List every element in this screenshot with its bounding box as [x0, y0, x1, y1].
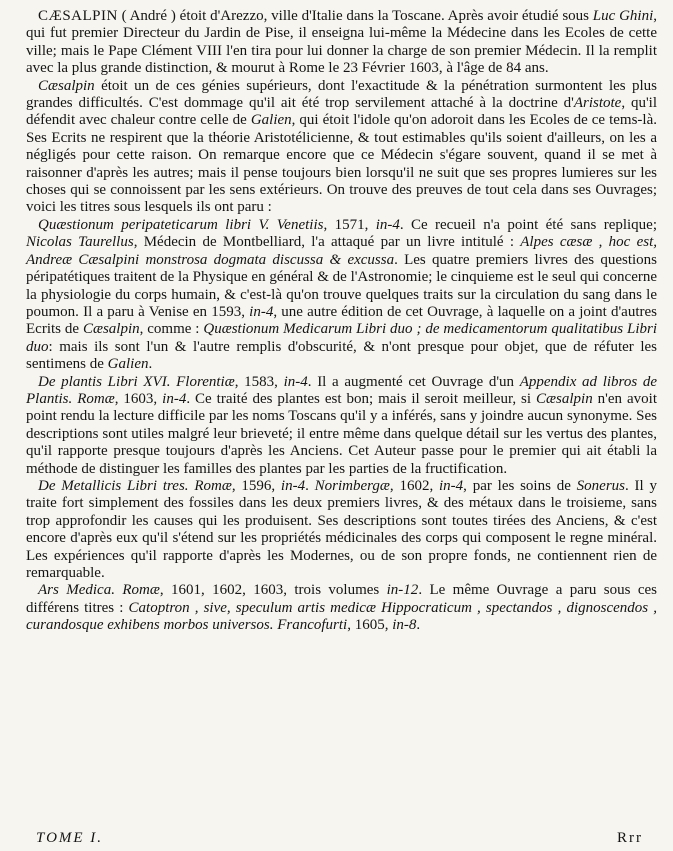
italic-text-run: in-4	[162, 390, 187, 407]
italic-text-run: Catoptron , sive, speculum artis medicæ Hippocraticum , spectandos , dignoscendos , curandosque exhibens morbos universos. Francofurti	[26, 599, 657, 634]
italic-text-run: in-4	[375, 216, 400, 233]
text-run: CÆSALPIN	[38, 8, 118, 24]
text-run: ( André ) étoit d'Arezzo, ville d'Italie dans la Toscane. Après avoir étudié sous	[117, 8, 593, 24]
entry-ars-medica	[26, 582, 657, 634]
italic-text-run: Cæsalpin	[82, 321, 140, 338]
italic-text-run: Quæstionum peripateticarum libri V. Venetiis	[38, 216, 324, 233]
text-run: . Ce recueil n'a point été sans replique;	[399, 216, 658, 233]
italic-text-run: Galien	[107, 356, 149, 373]
text-run: , Médecin de Montbelliard, l'a attaqué par un livre intitulé :	[133, 234, 521, 251]
text-run: . Les quatre premiers livres des questions péripatétiques traitent de la Physique en général & de l'Astronomie; le cinquieme est le seul qui concerne la physiologie du corps humain, & c'est-là qu'on trouve quelques traits sur la circulation du sang dans le poumon. Il a paru à Venise en 1593,	[26, 251, 657, 320]
italic-text-run: Cæsalpin	[38, 77, 95, 94]
text-run: . Il y traite fort simplement des fossiles dans les deux premiers livres, & des métaux dans le troisieme, sans trop approfondir les causes qui les produisent. Ses descriptions sont toutes tirées des Anciens, & c'est encore d'après eux qu'il s'étend sur les propriétés médicinales des corps qui composent le regne minéral. Les expériences qu'il rapporte d'après les Modernes, ou de son propre fonds, ne contiennent rien de remarquable.	[26, 477, 658, 581]
italic-text-run: Appendix ad libros de Plantis. Romæ	[26, 373, 657, 407]
italic-text-run: Nicolas Taurellus	[26, 234, 134, 251]
text-run: , 1596,	[231, 477, 281, 494]
italic-text-run: Luc Ghini	[592, 8, 654, 24]
paragraph-biography	[26, 8, 657, 78]
text-run: , par les soins de	[463, 477, 577, 494]
text-run: : mais ils sont l'un & l'autre remplis d'obscurité, & n'ont presque pour objet, que de réfuter les sentimens de	[26, 338, 657, 373]
text-run: , 1603,	[114, 390, 163, 407]
text-run: , 1602,	[389, 477, 439, 494]
text-run: , 1571,	[323, 216, 376, 233]
italic-text-run: Galien	[250, 112, 292, 129]
italic-text-run: De Metallicis Libri tres. Romæ	[38, 477, 232, 494]
paragraph-assessment	[26, 78, 657, 217]
italic-text-run: Cæsalpin	[536, 390, 593, 407]
text-run: . Il a augmenté cet Ouvrage d'un	[307, 373, 520, 390]
footer-tome: TOME I.	[36, 830, 104, 846]
entry-quaestionum	[26, 217, 657, 374]
text-run: . Le même Ouvrage a paru sous ces différens titres :	[26, 582, 657, 616]
page-footer	[36, 830, 643, 847]
text-run: , qui fut premier Directeur du Jardin de Pise, il enseigna lui-même la Médecine dans les Ecoles de cette ville; mais le Pape Clément VIII l'en tira pour lui donner la charge de son premier Médecin. Il la remplit avec la plus grande distinction, & mourut à Rome le 23 Février 1603, à l'âge de 84 ans.	[26, 8, 658, 77]
entry-de-metallicis	[26, 478, 657, 582]
text-run: , comme :	[139, 321, 204, 338]
text-run: , 1583,	[234, 373, 284, 390]
italic-text-run: Norimbergæ	[314, 477, 390, 494]
italic-text-run: Alpes cæsæ , hoc est, Andreæ Cæsalpini monstrosa dogmata discussa & excussa	[26, 234, 657, 268]
text-run: , qui étoit l'idole qu'on adoroit dans les Ecoles de ce tems-là. Ses Ecrits ne respirent que la théorie Aristotélicienne, & tout estimables qu'ils soient d'ailleurs, on les a négligés pour cette raison. On remarque encore que ce Médecin s'égare souvent, quand il se met à raisonner d'après les autres; mais il pense toujours bien lorsqu'il ne suit que ses propres lumieres sur les choses qui se connoissent par les sens extérieurs. On trouve des preuves de tout cela dans ses Ouvrages; voici les titres sous lesquels ils ont paru :	[26, 112, 657, 216]
italic-text-run: in-8	[392, 617, 417, 634]
text-run: , une autre édition de cet Ouvrage, à laquelle on a joint d'autres Ecrits de	[26, 303, 657, 338]
italic-text-run: Sonerus	[576, 477, 626, 494]
text-run: , qu'il défendit avec chaleur contre celle de	[26, 95, 657, 129]
italic-text-run: in-4	[283, 373, 308, 390]
text-run: , 1605,	[347, 617, 393, 634]
text-run: . Ce traité des plantes est bon; mais il seroit meilleur, si	[186, 390, 537, 407]
italic-text-run: in-12	[386, 582, 419, 599]
italic-text-run: in-4	[249, 303, 274, 320]
text-run: , 1601, 1602, 1603, trois volumes	[159, 582, 387, 599]
text-run: .	[305, 477, 315, 494]
italic-text-run: Aristote	[573, 95, 622, 112]
entry-de-plantis	[26, 374, 657, 478]
italic-text-run: De plantis Libri XVI. Florentiæ	[38, 373, 235, 390]
italic-text-run: Quæstionum Medicarum Libri duo ; de medicamentorum qualitatibus Libri duo	[26, 321, 657, 355]
italic-text-run: Ars Medica. Romæ	[38, 582, 160, 599]
text-run: n'en avoit point rendu la lecture difficile par les noms Toscans qu'il y a inférés, sans y joindre aucun synonyme. Ses descriptions sont utiles malgré leur brieveté; il entre même dans quelque détail sur les vertus des plantes, qu'il rapporte presque toujours d'après les Anciens. Cet Auteur passe pour le premier qui ait établi la méthode de distinguer les familles des plantes par les parties de la fructification.	[26, 390, 657, 477]
italic-text-run: in-4	[439, 477, 464, 494]
text-run: étoit un de ces génies supérieurs, dont l'exactitude & la pénétration surmontent les plus grandes difficultés. C'est dommage qu'il ait été trop servilement attaché à la doctrine d'	[26, 77, 657, 112]
italic-text-run: in-4	[280, 477, 306, 494]
footer-signature: Rrr	[617, 830, 643, 846]
text-run: .	[416, 617, 421, 634]
text-run: .	[148, 356, 153, 373]
